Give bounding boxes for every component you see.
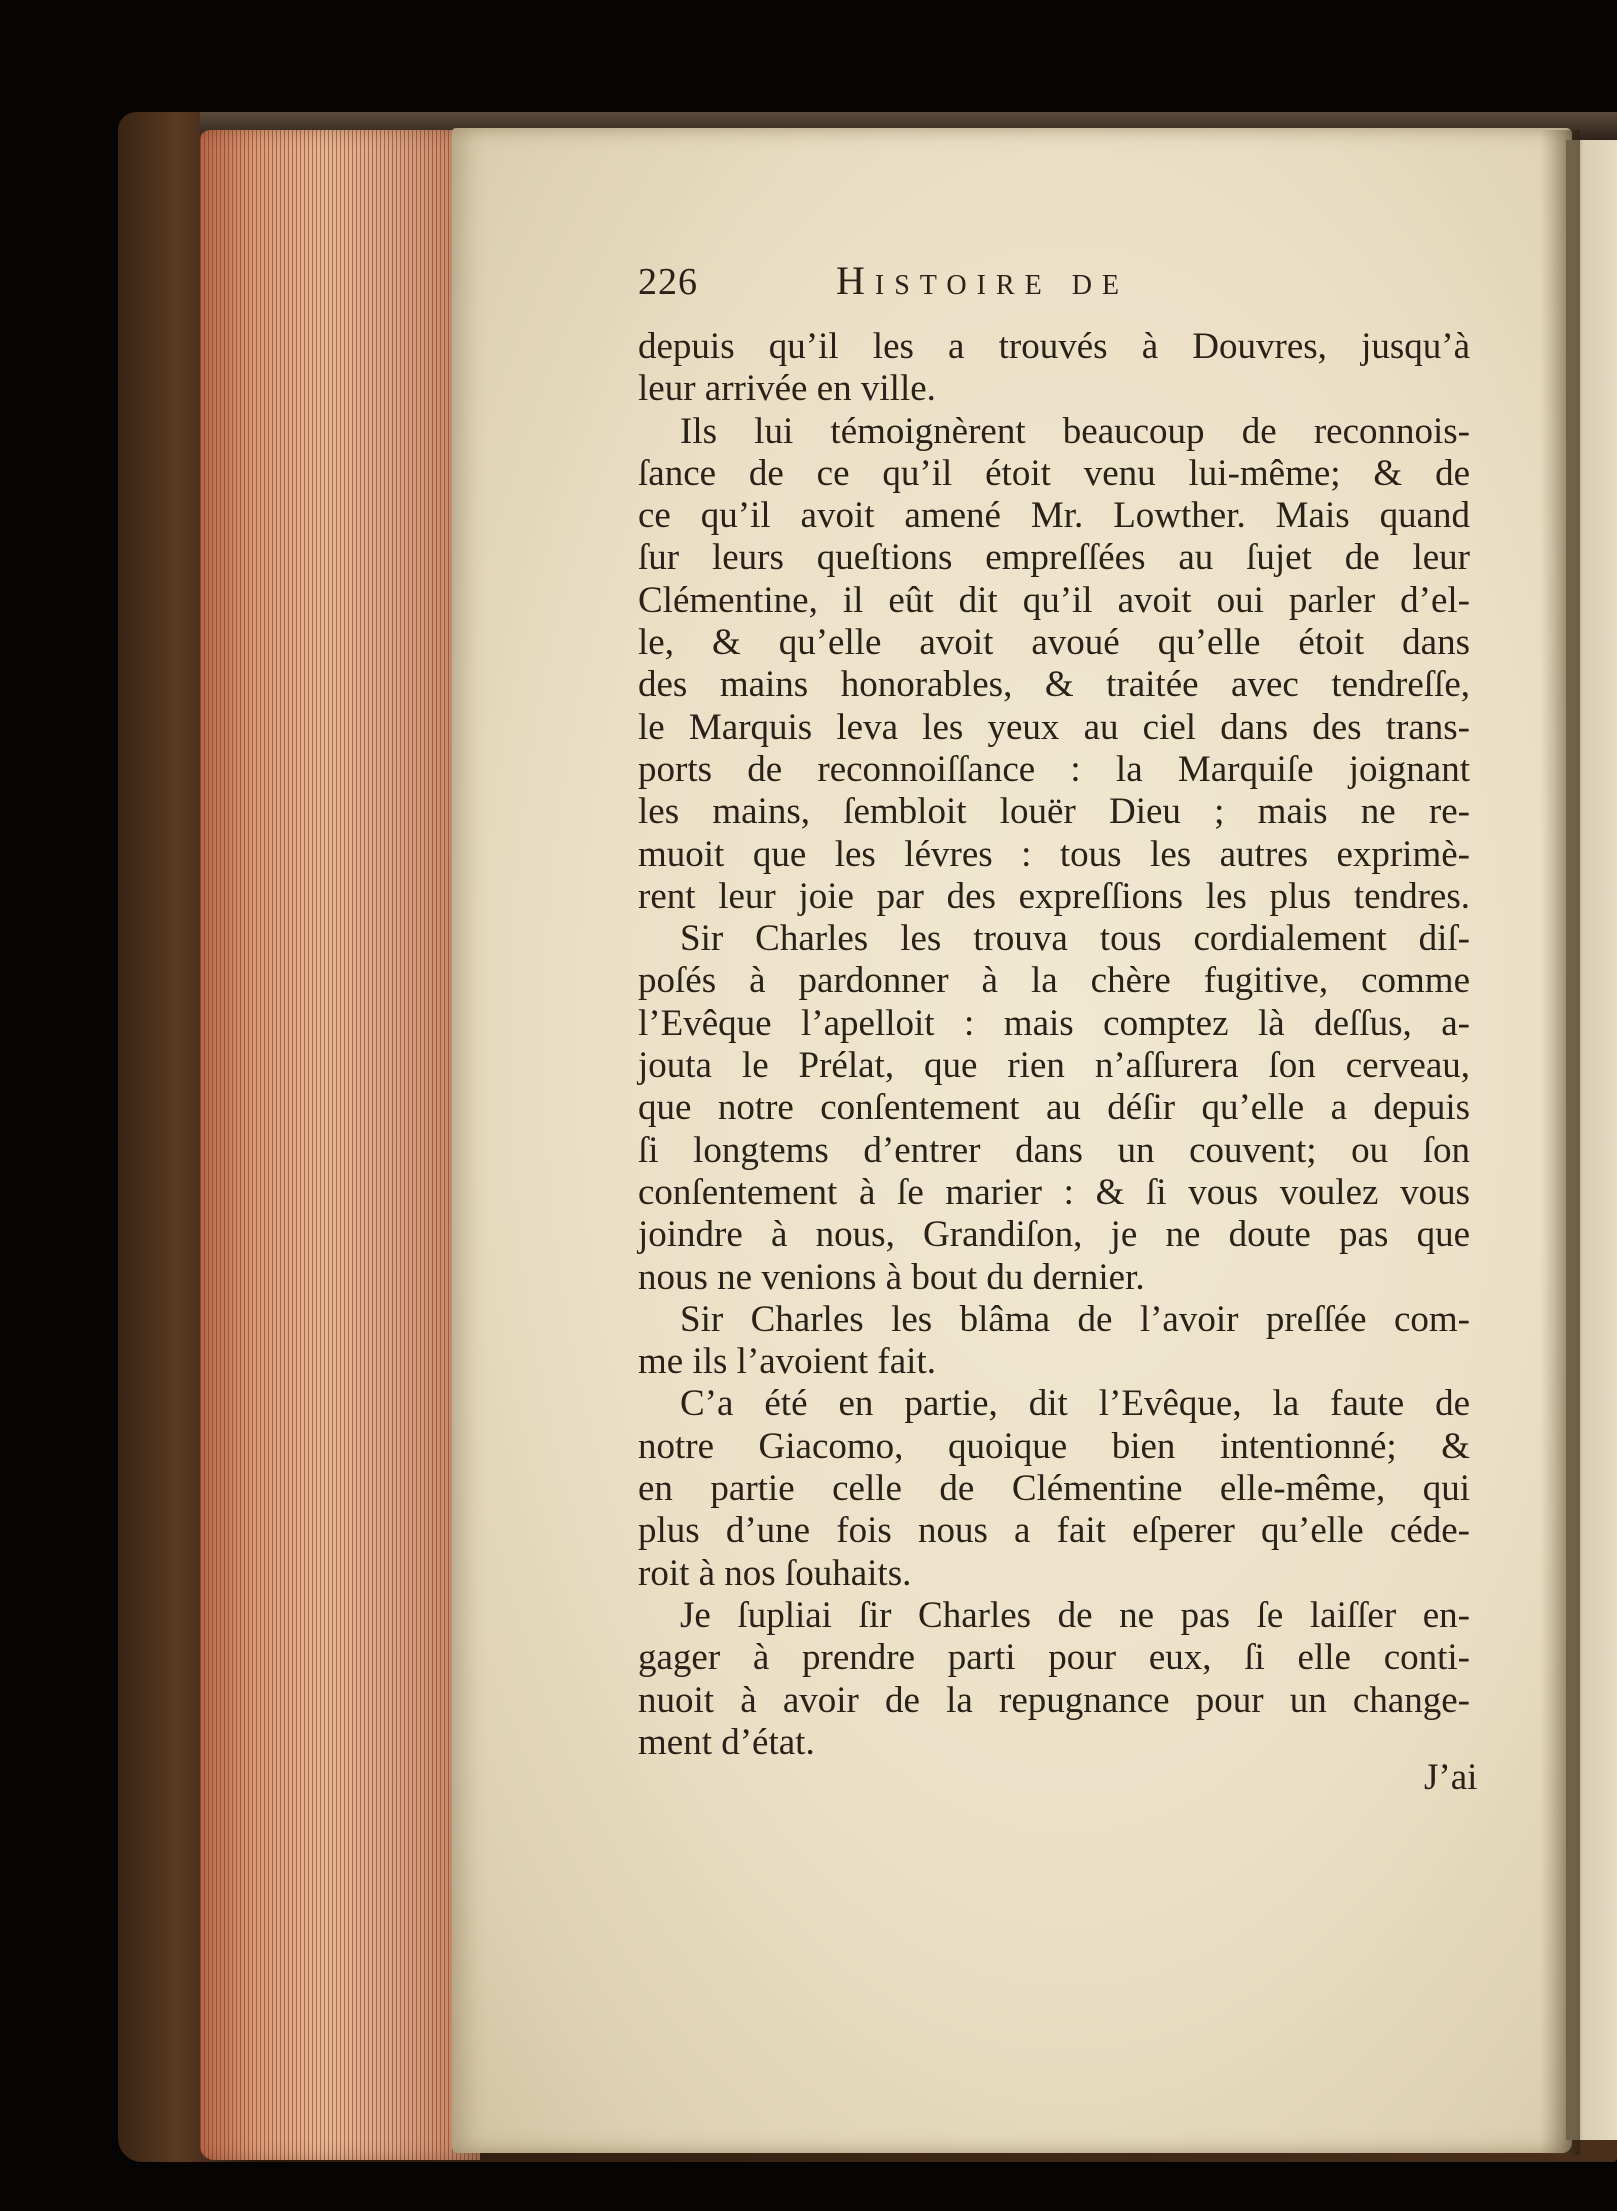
paragraph xyxy=(638,1383,1470,1594)
text-line: ment d’état. xyxy=(638,1721,815,1763)
text-line: ſance de ce qu’il étoit venu lui-même; & de xyxy=(638,452,1470,494)
paragraph xyxy=(638,411,1470,919)
text-line: ſi longtems d’entrer dans un couvent; ou ſon xyxy=(638,1129,1470,1171)
text-line: Sir Charles les trouva tous cordialement diſ- xyxy=(680,918,1470,960)
text-line: roit à nos ſouhaits. xyxy=(638,1552,912,1594)
text-line: C’a été en partie, dit l’Evêque, la faute de xyxy=(680,1383,1470,1425)
page-text xyxy=(638,260,1470,1764)
text-line: notre Giacomo, quoique bien intentionné; & xyxy=(638,1425,1470,1467)
page-fore-edge xyxy=(200,130,480,2160)
text-line: jouta le Prélat, que rien n’aſſurera ſon cerveau, xyxy=(638,1045,1470,1087)
text-line: l’Evêque l’apelloit : mais comptez là deſſus, a- xyxy=(638,1002,1470,1044)
page-header xyxy=(638,260,1470,326)
text-line: rent leur joie par des expreſſions les plus tendres. xyxy=(638,875,1470,917)
text-line: les mains, ſembloit louër Dieu ; mais ne re- xyxy=(638,791,1470,833)
text-line: poſés à pardonner à la chère fugitive, comme xyxy=(638,960,1470,1002)
text-line: me ils l’avoient fait. xyxy=(638,1341,936,1383)
paragraph xyxy=(638,1299,1470,1384)
gutter-shadow xyxy=(1540,130,1580,2155)
paragraph xyxy=(638,918,1470,1299)
text-line: des mains honorables, & traitée avec tendreſſe, xyxy=(638,664,1470,706)
text-line: gager à prendre parti pour eux, ſi elle conti- xyxy=(638,1637,1470,1679)
paragraph xyxy=(638,326,1470,411)
text-line: nous ne venions à bout du dernier. xyxy=(638,1256,1145,1298)
catchword: J’ai xyxy=(1424,1757,1478,1798)
text-line: ce qu’il avoit amené Mr. Lowther. Mais quand xyxy=(638,495,1470,537)
text-line: ſur leurs queſtions empreſſées au ſujet de leur xyxy=(638,537,1470,579)
text-line: Ils lui témoignèrent beaucoup de reconnois- xyxy=(680,410,1470,452)
text-line: Je ſupliai ſir Charles de ne pas ſe laiſſer en- xyxy=(680,1594,1470,1636)
page-number: 226 xyxy=(638,261,698,303)
text-line: leur arrivée en ville. xyxy=(638,368,936,410)
text-line: en partie celle de Clémentine elle-même, qui xyxy=(638,1468,1470,1510)
text-line: Sir Charles les blâma de l’avoir preſſée com- xyxy=(680,1298,1470,1340)
text-line: que notre conſentement au déſir qu’elle a depuis xyxy=(638,1087,1470,1129)
text-line: joindre à nous, Grandiſon, je ne doute pas que xyxy=(638,1214,1470,1256)
text-line: le, & qu’elle avoit avoué qu’elle étoit dans xyxy=(638,622,1470,664)
text-line: le Marquis leva les yeux au ciel dans des trans- xyxy=(638,706,1470,748)
text-line: plus d’une fois nous a fait eſperer qu’elle céde- xyxy=(638,1510,1470,1552)
text-line: conſentement à ſe marier : & ſi vous voulez vous xyxy=(638,1171,1470,1213)
paragraph xyxy=(638,1595,1470,1764)
text-line: muoit que les lévres : tous les autres exprimè- xyxy=(638,833,1470,875)
running-head: Histoire de xyxy=(836,258,1130,303)
text-line: Clémentine, il eût dit qu’il avoit oui parler d’el- xyxy=(638,579,1470,621)
text-line: depuis qu’il les a trouvés à Douvres, jusqu’à xyxy=(638,326,1470,367)
text-line: ports de reconnoiſſance : la Marquiſe joignant xyxy=(638,748,1470,790)
text-line: nuoit à avoir de la repugnance pour un change- xyxy=(638,1679,1470,1721)
